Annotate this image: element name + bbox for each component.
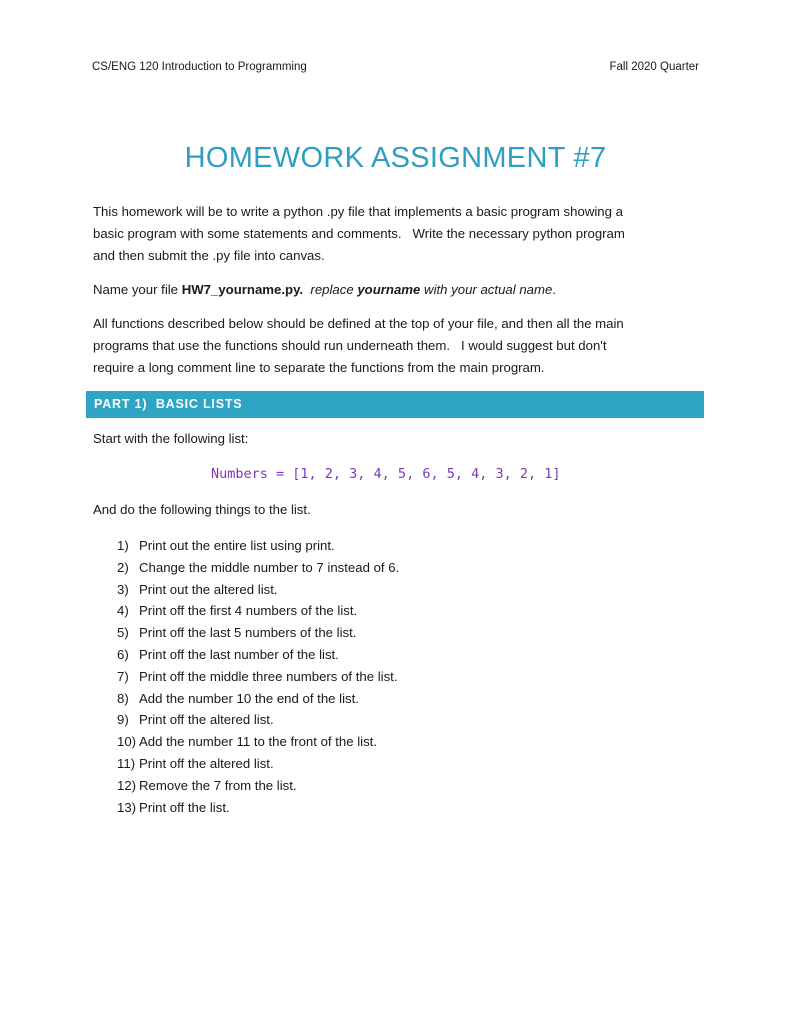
list-item [117,557,677,579]
list-item [117,666,677,688]
list-item-text: Print out the altered list. [139,581,278,597]
list-item-text: Change the middle number to 7 instead of 6. [139,559,400,575]
list-item-text: Print off the list. [139,799,230,815]
list-item [117,644,677,666]
list-item-number: 13) [117,799,137,815]
naming-paragraph [93,279,703,301]
list-item-text: Print off the last 5 numbers of the list. [139,625,357,641]
list-item [117,753,677,775]
naming-prefix: Name your file [93,282,182,297]
list-item-number: 1) [117,538,129,553]
term-header: Fall 2020 Quarter [609,61,699,73]
list-item-number: 9) [117,712,129,728]
code-snippet: Numbers = [1, 2, 3, 4, 5, 6, 5, 4, 3, 2, 1] [211,466,561,482]
naming-italic-bold: yourname [357,282,421,297]
list-item [117,622,677,644]
list-item [117,709,677,731]
list-item-text: Print off the last number of the list. [139,646,339,662]
naming-instruction [310,282,552,297]
functions-paragraph [93,313,703,379]
list-item-text: Print off the first 4 numbers of the list. [139,603,358,619]
list-item [117,797,677,819]
list-item-text: Remove the 7 from the list. [139,777,297,793]
naming-italic-b: with your actual name [420,282,553,297]
list-item [117,600,677,622]
naming-italic-a: replace [310,282,358,297]
section-label: PART 1) BASIC LISTS [94,397,243,411]
list-item-number: 5) [117,625,129,641]
list-item-number: 12) [117,777,137,793]
intro-line: and then submit the .py file into canvas. [93,248,325,263]
list-item-text: Print off the middle three numbers of the list. [139,668,398,684]
list-item-text: Add the number 11 to the front of the list. [139,734,378,750]
list-item-text: Print out the entire list using print. [139,538,335,553]
start-text: Start with the following list: [93,431,249,446]
list-item-number: 8) [117,690,129,706]
list-item [117,688,677,710]
list-item-number: 11) [117,755,136,771]
intro-paragraph [93,201,703,267]
filename: HW7_yourname.py. [181,282,304,297]
list-item [117,579,677,601]
list-item [117,775,677,797]
section-header [86,391,704,418]
list-item-number: 7) [117,668,129,684]
list-item-number: 6) [117,646,129,662]
course-header: CS/ENG 120 Introduction to Programming [92,61,307,73]
instructions-intro: And do the following things to the list. [93,502,311,517]
functions-line: require a long comment line to separate the functions from the main program. [93,360,545,375]
list-item [117,731,677,753]
naming-suffix: . [552,282,556,297]
list-item-number: 2) [117,559,129,575]
functions-line: programs that use the functions should run underneath them. I would suggest but don't [93,338,607,353]
steps-list [117,535,677,818]
list-item-text: Print off the altered list. [139,712,274,728]
list-item-number: 3) [117,581,129,597]
list-item-text: Add the number 10 the end of the list. [139,690,359,706]
list-item-number: 4) [117,603,129,619]
intro-line: basic program with some statements and comments. Write the necessary python program [93,226,625,241]
list-item [117,535,677,557]
page-title: HOMEWORK ASSIGNMENT #7 [184,142,607,174]
list-item-number: 10) [117,734,137,750]
intro-line: This homework will be to write a python .py file that implements a basic program showing a [93,204,623,219]
list-item-text: Print off the altered list. [139,755,274,771]
functions-line: All functions described below should be defined at the top of your file, and then all the main [93,316,624,331]
